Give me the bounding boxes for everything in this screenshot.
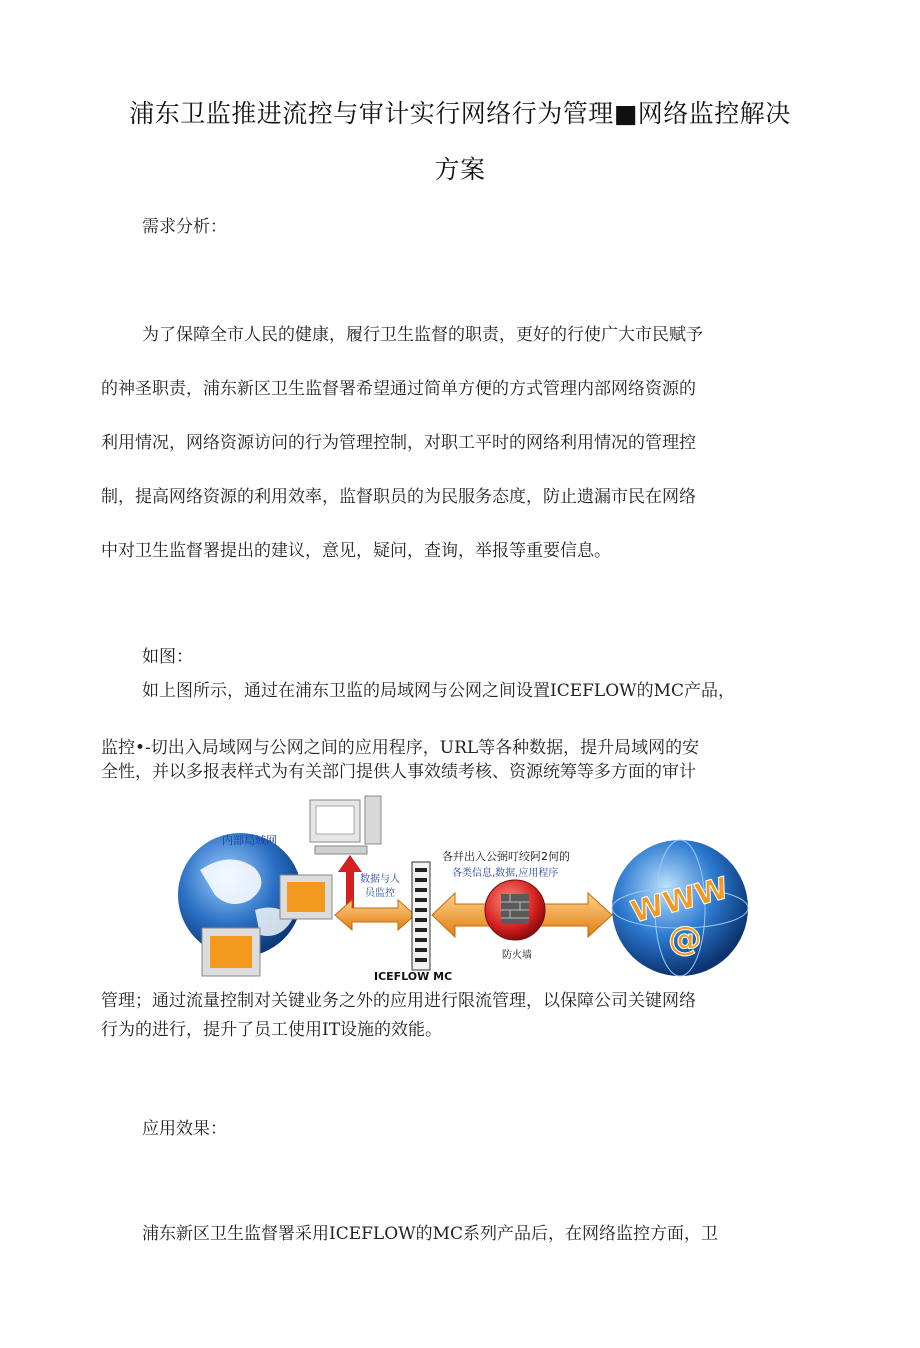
flow-label-1: 各幷出入公弼叮绞阿2何的 bbox=[442, 850, 570, 863]
paragraph-1-line-4: 制，提高网络资源的利用效率，监督职员的为民服务态度，防止遗漏市民在网络 bbox=[101, 487, 696, 507]
paragraph-2-line-2: 监控•-切出入局域网与公网之间的应用程序，URL等各种数据，提升局域网的安 bbox=[101, 738, 700, 758]
paragraph-4-line-1: 浦东新区卫生监督署采用ICEFLOW的MC系列产品后，在网络监控方面，卫 bbox=[142, 1224, 719, 1244]
page-title-line-2: 方案 bbox=[434, 155, 486, 184]
iceflow-mc-device-icon bbox=[412, 862, 430, 970]
monitor-label-2: 员监控 bbox=[365, 888, 395, 899]
firewall-label: 防火墙 bbox=[502, 950, 532, 961]
left-double-arrow-icon bbox=[335, 900, 415, 930]
paragraph-1-line-3: 利用情况，网络资源访问的行为管理控制，对职工平时的网络利用情况的管理控 bbox=[101, 433, 696, 453]
heading-needs-analysis: 需求分析： bbox=[142, 217, 227, 237]
at-sign-label: @ bbox=[668, 919, 702, 959]
flow-label-2: 各类信息,数据,应用程序 bbox=[452, 868, 559, 879]
paragraph-3-line-2: 行为的进行，提升了员工使用IT设施的效能。 bbox=[101, 1020, 443, 1040]
network-diagram bbox=[160, 790, 760, 985]
paragraph-1-line-5: 中对卫生监督署提出的建议，意见，疑问，查询，举报等重要信息。 bbox=[101, 541, 611, 561]
paragraph-1-line-1: 为了保障全市人民的健康，履行卫生监督的职责，更好的行使广大市民赋予 bbox=[142, 325, 703, 345]
page-title-line-1: 浦东卫监推进流控与审计实行网络行为管理■网络监控解决 bbox=[129, 99, 791, 128]
monitor-label-1: 数据与人 bbox=[360, 874, 400, 885]
paragraph-2-line-1: 如上图所示，通过在浦东卫监的局域网与公网之间设置ICEFLOW的MC产品， bbox=[142, 681, 736, 701]
monitor-computer-icon bbox=[310, 796, 381, 854]
lan-label: 内部局域网 bbox=[222, 834, 277, 847]
device-label: ICEFLOW MC bbox=[374, 970, 453, 983]
paragraph-3-line-1: 管理；通过流量控制对关键业务之外的应用进行限流管理，以保障公司关键网络 bbox=[101, 991, 696, 1011]
paragraph-2-line-3: 全性，并以多报表样式为有关部门提供人事效绩考核、资源统筹等多方面的审计 bbox=[101, 762, 696, 782]
www-label: WWW bbox=[627, 870, 733, 931]
heading-application-effect: 应用效果： bbox=[142, 1119, 227, 1139]
figure-reference: 如图： bbox=[142, 647, 193, 667]
firewall-icon bbox=[485, 880, 545, 940]
lan-computer-icon bbox=[280, 875, 332, 919]
paragraph-1-line-2: 的神圣职责，浦东新区卫生监督署希望通过简单方便的方式管理内部网络资源的 bbox=[101, 379, 696, 399]
lan-computer-icon bbox=[202, 928, 260, 976]
